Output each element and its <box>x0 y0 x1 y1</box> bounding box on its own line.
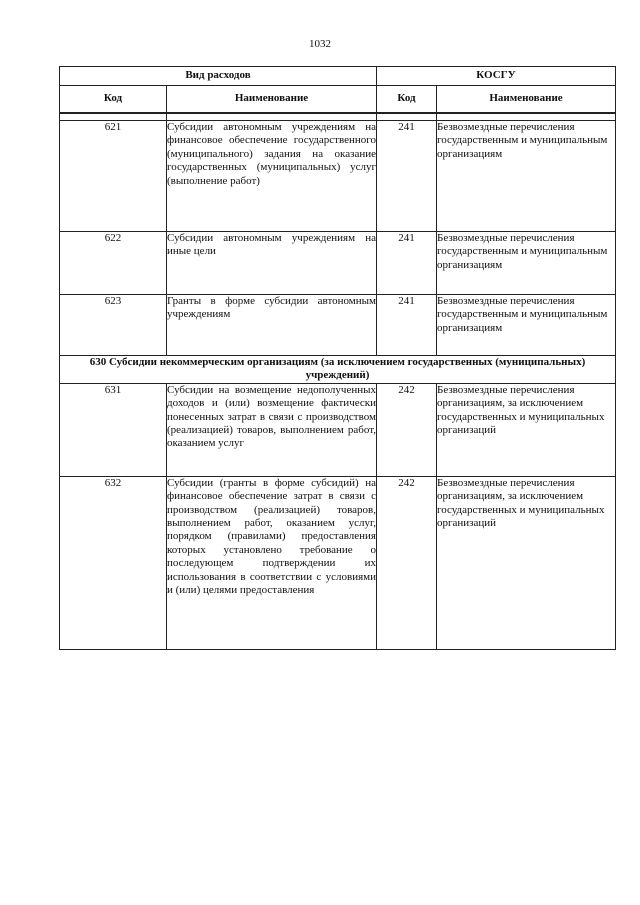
row-code: 631 <box>60 383 167 476</box>
header-expense-type: Вид расходов <box>60 67 377 86</box>
section-row <box>60 356 616 384</box>
header-group-row <box>60 67 616 86</box>
spacer-row <box>60 113 616 121</box>
header-kosgu-code: Код <box>377 86 437 114</box>
row-kosgu-name: Безвозмездные перечисления государственным и муниципальным организациям <box>437 232 616 295</box>
row-code: 623 <box>60 295 167 356</box>
page-number: 1032 <box>309 38 331 50</box>
row-kosgu-name: Безвозмездные перечисления организациям, за исключением государственных и муниципальных организаций <box>437 476 616 649</box>
row-code: 622 <box>60 232 167 295</box>
row-kosgu-code: 241 <box>377 121 437 232</box>
table-row <box>60 476 616 649</box>
row-kosgu-name: Безвозмездные перечисления организациям, за исключением государственных и муниципальных организаций <box>437 383 616 476</box>
header-name: Наименование <box>167 86 377 114</box>
row-name: Гранты в форме субсидии автономным учреждениям <box>167 295 377 356</box>
row-name: Субсидии (гранты в форме субсидий) на финансовое обеспечение затрат в связи с производством (реализацией) товаров, выполнением работ, оказанием услуг, порядком (правилами) предоставления которых установлено требование о последующем подтверждении их использования в соответствии с условиями и (или) целями предоставления <box>167 476 377 649</box>
row-kosgu-code: 241 <box>377 232 437 295</box>
classification-table <box>59 66 616 650</box>
row-name: Субсидии автономным учреждениям на финансовое обеспечение государственного (муниципального) задания на оказание государственных (муниципальных) услуг (выполнение работ) <box>167 121 377 232</box>
row-kosgu-name: Безвозмездные перечисления государственным и муниципальным организациям <box>437 295 616 356</box>
table-row <box>60 383 616 476</box>
row-kosgu-code: 242 <box>377 383 437 476</box>
row-kosgu-code: 242 <box>377 476 437 649</box>
table-row <box>60 232 616 295</box>
row-name: Субсидии на возмещение недополученных доходов и (или) возмещение фактически понесенных затрат в связи с производством (реализацией) товаров, выполнением работ, оказанием услуг <box>167 383 377 476</box>
header-code: Код <box>60 86 167 114</box>
row-name: Субсидии автономным учреждениям на иные цели <box>167 232 377 295</box>
table-row <box>60 121 616 232</box>
row-kosgu-name: Безвозмездные перечисления государственным и муниципальным организациям <box>437 121 616 232</box>
row-kosgu-code: 241 <box>377 295 437 356</box>
header-column-row <box>60 86 616 114</box>
table-row <box>60 295 616 356</box>
header-kosgu: КОСГУ <box>377 67 616 86</box>
section-title: 630 Субсидии некоммерческим организациям (за исключением государственных (муниципальных) учреждений) <box>60 356 616 384</box>
row-code: 621 <box>60 121 167 232</box>
row-code: 632 <box>60 476 167 649</box>
header-kosgu-name: Наименование <box>437 86 616 114</box>
